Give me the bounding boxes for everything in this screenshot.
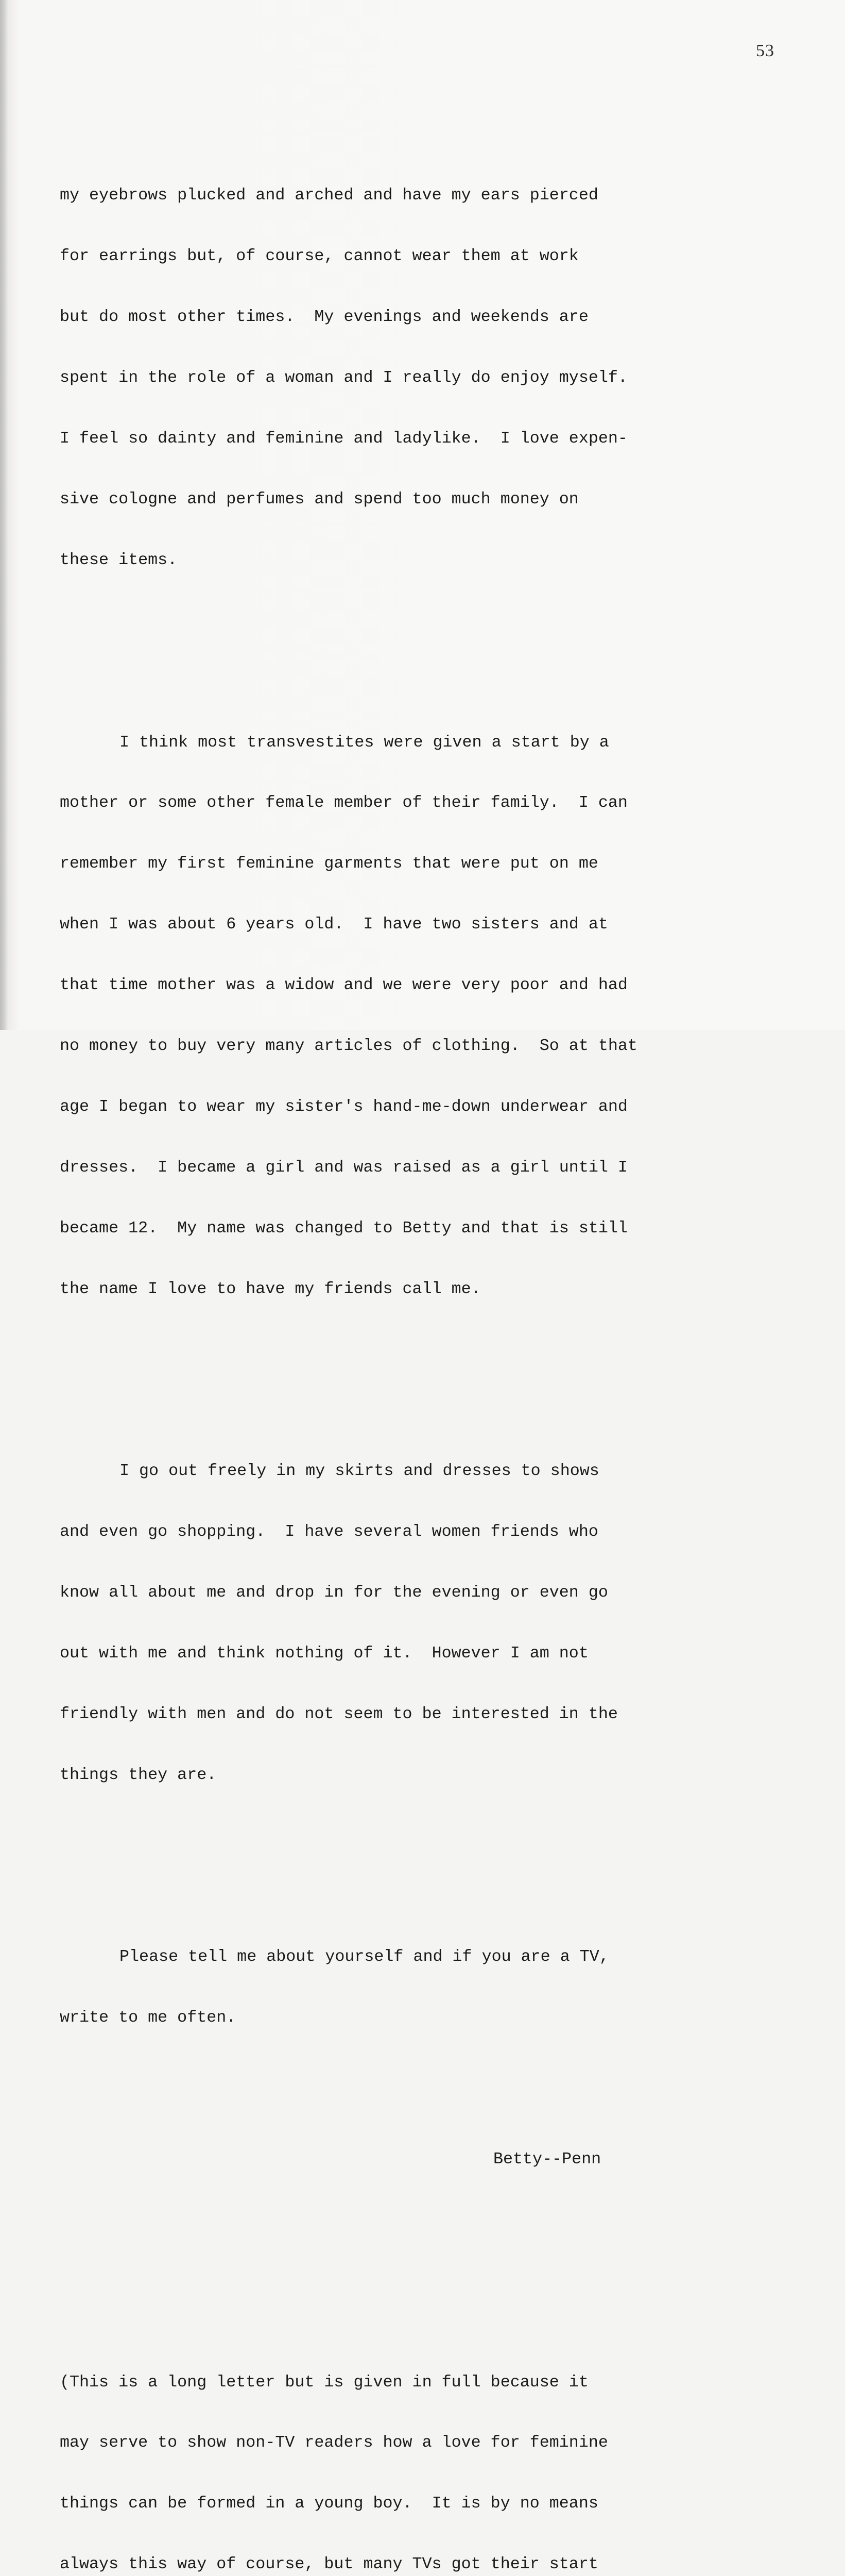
text-line: dresses. I became a girl and was raised as a girl until I	[60, 1158, 628, 1177]
text-line: but do most other times. My evenings and weekends are	[60, 308, 589, 327]
text-line: that time mother was a widow and we were very poor and had	[60, 976, 628, 995]
text-line: remember my first feminine garments that were put on me	[60, 854, 598, 873]
page-number: 53	[756, 41, 774, 60]
blank-line	[60, 2230, 822, 2250]
text-line: friendly with men and do not seem to be interested in the	[60, 1704, 618, 1723]
text-line: for earrings but, of course, cannot wear them at work	[60, 247, 579, 266]
editor-note	[60, 2332, 822, 2576]
text-line: out with me and think nothing of it. However I am not	[60, 1643, 589, 1663]
text-line: spent in the role of a woman and I really do enjoy myself.	[60, 368, 628, 387]
text-line: Please tell me about yourself and if you are a TV,	[119, 1947, 609, 1967]
text-line: and even go shopping. I have several women friends who	[60, 1522, 598, 1541]
letter-paragraph-2	[60, 692, 822, 1340]
text-line: no money to buy very many articles of clothing. So at that	[60, 1036, 637, 1055]
text-line: my eyebrows plucked and arched and have my ears pierced	[60, 186, 598, 205]
text-line: sive cologne and perfumes and spend too much money on	[60, 489, 579, 509]
text-line: when I was about 6 years old. I have two sisters and at	[60, 915, 608, 934]
binding-shadow	[0, 0, 8, 1030]
letter-paragraph-4	[60, 1907, 822, 2069]
text-line: the name I love to have my friends call me.	[60, 1279, 481, 1298]
text-line: mother or some other female member of their family. I can	[60, 793, 628, 812]
text-line: I go out freely in my skirts and dresses to shows	[119, 1462, 599, 1481]
text-line: age I began to wear my sister's hand-me-down underwear and	[60, 1097, 628, 1116]
text-line: things can be formed in a young boy. It is by no means	[60, 2494, 598, 2513]
text-line: know all about me and drop in for the evening or even go	[60, 1583, 608, 1602]
text-line: things they are.	[60, 1765, 217, 1784]
text-line: always this way of course, but many TVs got their start	[60, 2555, 598, 2574]
letter-paragraph-1	[60, 145, 822, 611]
text-line: (This is a long letter but is given in full because it	[60, 2372, 589, 2392]
text-line: I think most transvestites were given a start by a	[119, 733, 609, 752]
letter-paragraph-3	[60, 1421, 822, 1826]
text-line: may serve to show non-TV readers how a love for feminine	[60, 2433, 608, 2452]
text-line: these items.	[60, 550, 178, 569]
letter-signature: Betty--Penn	[493, 2150, 601, 2169]
text-line: write to me often.	[60, 2008, 236, 2027]
typewritten-text	[60, 84, 822, 2576]
text-line: became 12. My name was changed to Betty and that is still	[60, 1218, 628, 1238]
text-line: I feel so dainty and feminine and ladylike. I love expen-	[60, 429, 628, 448]
